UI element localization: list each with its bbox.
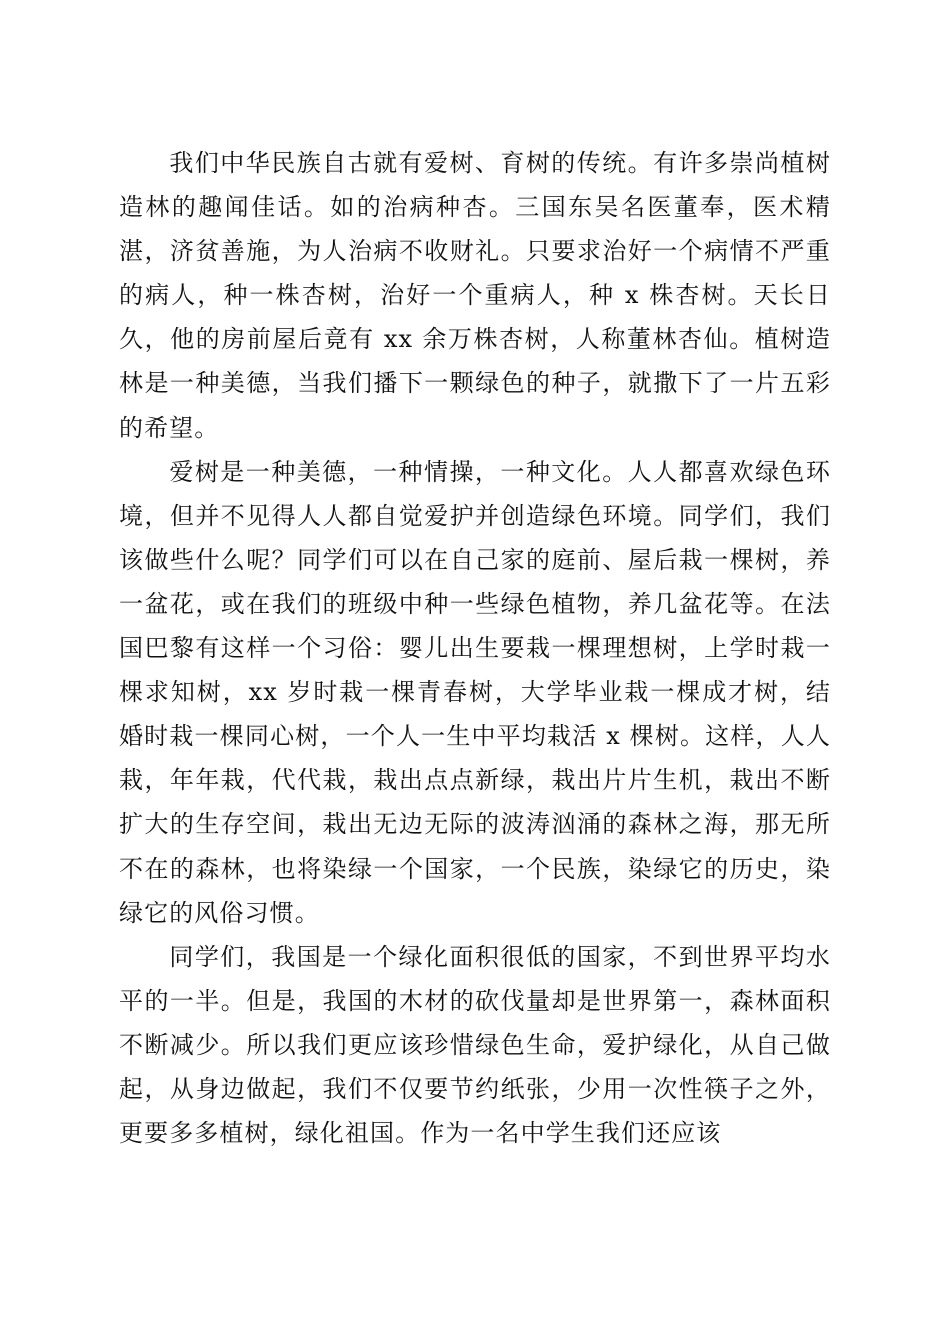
paragraph-virtue: 爱树是一种美德，一种情操，一种文化。人人都喜欢绿色环境，但并不见得人人都自觉爱护并创造绿色环境。同学们，我们该做些什么呢？同学们可以在自己家的庭前、屋后栽一棵树，养一盆花，或在我们的班级中种一些绿色植物，养几盆花等。在法国巴黎有这样一个习俗：婴儿出生要栽一棵理想树，上学时栽一棵求知树，xx 岁时栽一棵青春树，大学毕业栽一棵成才树，结婚时栽一棵同心树，一个人一生中平均栽活 x 棵树。这样，人人栽，年年栽，代代栽，栽出点点新绿，栽出片片生机，栽出不断扩大的生存空间，栽出无边无际的波涛汹涌的森林之海，那无所不在的森林，也将染绿一个国家，一个民族，染绿它的历史，染绿它的风俗习惯。 bbox=[119, 457, 831, 927]
paragraph-tradition: 我们中华民族自古就有爱树、育树的传统。有许多崇尚植树造林的趣闻佳话。如的治病种杏。三国东吴名医董奉，医术精湛，济贫善施，为人治病不收财礼。只要求治好一个病情不严重的病人，种一株杏树，治好一个重病人，种 x 株杏树。天长日久，他的房前屋后竟有 xx 余万株杏树，人称董林杏仙。植树造林是一种美德，当我们播下一颗绿色的种子，就撒下了一片五彩的希望。 bbox=[119, 149, 831, 442]
paragraph-greening: 同学们，我国是一个绿化面积很低的国家，不到世界平均水平的一半。但是，我国的木材的砍伐量却是世界第一，森林面积不断减少。所以我们更应该珍惜绿色生命，爱护绿化，从自己做起，从身边做起，我们不仅要节约纸张，少用一次性筷子之外，更要多多植树，绿化祖国。作为一名中学生我们还应该 bbox=[119, 942, 831, 1148]
document-body bbox=[119, 141, 831, 1155]
